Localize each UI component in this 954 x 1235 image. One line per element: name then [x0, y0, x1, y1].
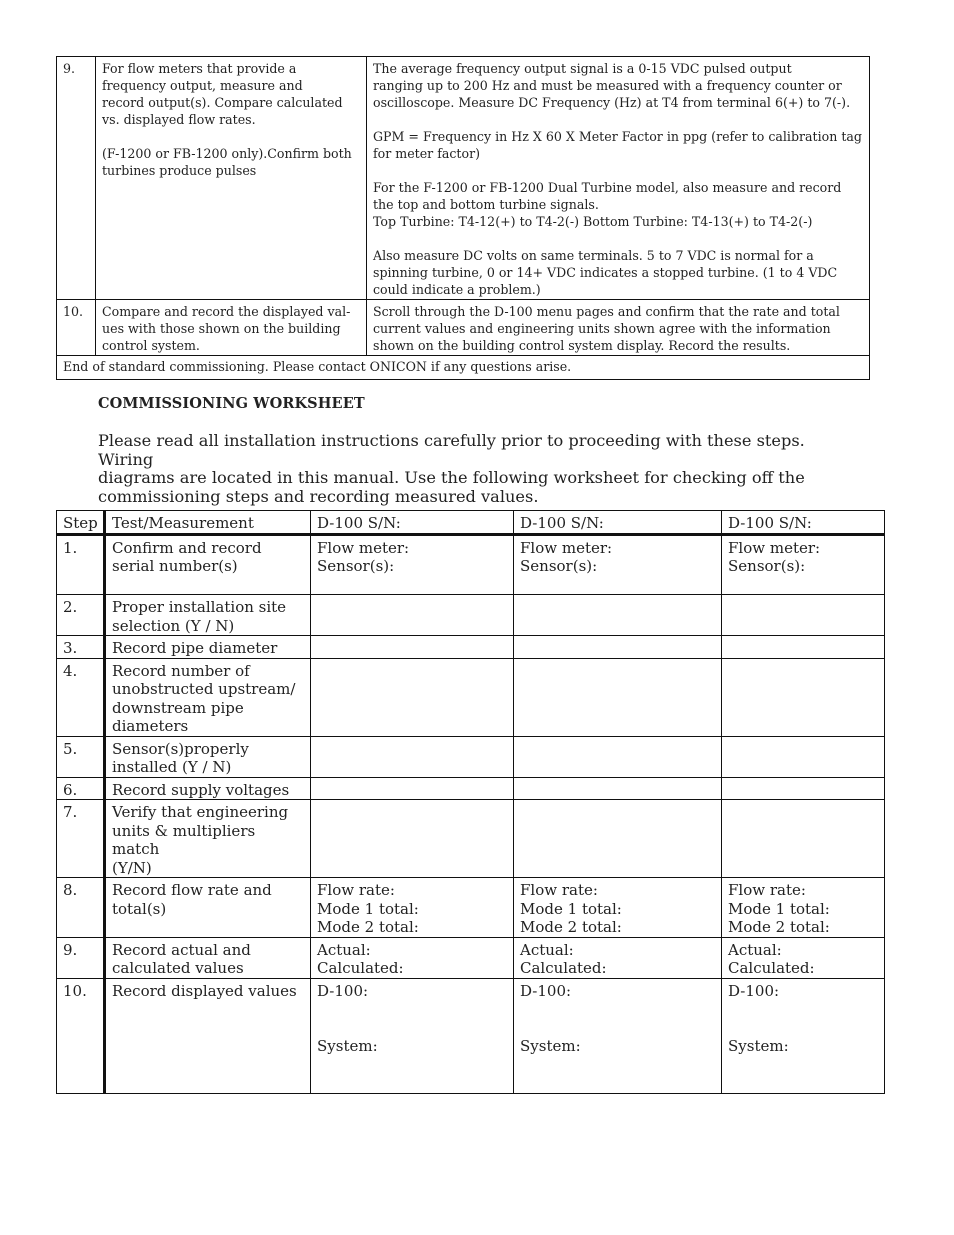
worksheet-entry-space: [317, 781, 507, 800]
worksheet-entry-space: [728, 1074, 878, 1093]
worksheet-entry-space: [520, 1056, 715, 1075]
worksheet-row: [57, 658, 885, 736]
worksheet-entry-space: [728, 662, 878, 681]
worksheet-entry-cell[interactable]: [514, 658, 722, 736]
worksheet-step-number: 7.: [57, 800, 105, 878]
worksheet-entry-label: [728, 1019, 878, 1038]
worksheet-entry-cell[interactable]: [514, 534, 722, 595]
procedure-test-line: [102, 128, 360, 145]
worksheet-entry-label: D-100:: [317, 981, 369, 1000]
worksheet-entry-label: Mode 1 total:: [317, 899, 419, 918]
worksheet-header-row: [57, 511, 885, 535]
procedure-row: [57, 300, 870, 356]
procedure-detail-line: spinning turbine, 0 or 14+ VDC indicates a stopped turbine. (1 to 4 VDC: [373, 265, 838, 280]
worksheet-entry-space: [520, 781, 715, 800]
worksheet-test-cell: [105, 800, 311, 878]
worksheet-entry-label: Actual:: [520, 940, 574, 959]
worksheet-entry-cell[interactable]: [722, 800, 885, 878]
worksheet-entry-space: [317, 1074, 507, 1093]
worksheet-entry-space: [728, 758, 878, 777]
worksheet-test-cell: [105, 777, 311, 800]
worksheet-test-line: Verify that engineering: [112, 803, 289, 821]
worksheet-entry-label: Calculated:: [520, 959, 607, 977]
worksheet-entry-space: [728, 840, 878, 859]
worksheet-entry-label: Actual:: [728, 940, 782, 959]
worksheet-entry-cell[interactable]: [311, 736, 514, 777]
worksheet-entry-label: Flow meter:: [520, 538, 613, 557]
worksheet-entry-cell[interactable]: [722, 937, 885, 978]
header-d100-sn-2: D-100 S/N:: [514, 511, 722, 535]
procedure-test-line: control system.: [102, 338, 200, 353]
worksheet-entry-space: [317, 576, 507, 595]
worksheet-test-line: diameters: [112, 717, 189, 735]
worksheet-entry-space: [317, 840, 507, 859]
worksheet-entry-space: [728, 822, 878, 841]
worksheet-entry-space: [728, 680, 878, 699]
worksheet-entry-space: [317, 639, 507, 658]
worksheet-step-number: 3.: [57, 636, 105, 659]
worksheet-entry-space: [317, 717, 507, 736]
worksheet-entry-label: Sensor(s):: [728, 557, 806, 575]
worksheet-entry-space: [728, 717, 878, 736]
worksheet-entry-space: [317, 758, 507, 777]
worksheet-entry-cell[interactable]: [514, 595, 722, 636]
worksheet-entry-label: Mode 2 total:: [520, 918, 622, 936]
worksheet-entry-label: Sensor(s):: [317, 557, 395, 575]
worksheet-test-line: selection (Y / N): [112, 616, 235, 635]
worksheet-entry-label: [520, 1000, 715, 1019]
worksheet-entry-cell[interactable]: [722, 878, 885, 938]
worksheet-entry-cell[interactable]: [311, 937, 514, 978]
procedure-test-cell: [96, 57, 367, 300]
worksheet-entry-cell[interactable]: [722, 777, 885, 800]
worksheet-entry-space: [317, 822, 507, 841]
procedure-detail-line: For the F-1200 or FB-1200 Dual Turbine model, also measure and record: [373, 180, 842, 195]
worksheet-test-line: Record flow rate and: [112, 881, 272, 899]
worksheet-entry-space: [728, 699, 878, 718]
worksheet-step-number: 9.: [57, 937, 105, 978]
worksheet-entry-label: [728, 1000, 878, 1019]
header-step: Step: [57, 511, 105, 535]
worksheet-step-number: 6.: [57, 777, 105, 800]
worksheet-entry-space: [520, 740, 715, 759]
procedure-end-note: End of standard commissioning. Please contact ONICON if any questions arise.: [57, 356, 870, 380]
worksheet-entry-space: [317, 1056, 507, 1075]
worksheet-test-cell: [105, 978, 311, 1093]
header-d100-sn-1: D-100 S/N:: [311, 511, 514, 535]
worksheet-test-line: Record displayed values: [112, 981, 297, 1000]
procedure-end-row: [57, 356, 870, 380]
procedure-test-line: Compare and record the displayed val-: [102, 304, 351, 319]
worksheet-intro: [98, 432, 858, 506]
worksheet-intro-line: commissioning steps and recording measured values.: [98, 486, 539, 506]
worksheet-entry-cell[interactable]: [514, 937, 722, 978]
worksheet-entry-label: Flow meter:: [728, 538, 821, 557]
worksheet-entry-label: System:: [728, 1037, 789, 1055]
worksheet-entry-space: [520, 699, 715, 718]
worksheet-entry-space: [520, 576, 715, 595]
procedure-detail-line: [373, 230, 863, 247]
procedure-detail-line: the top and bottom turbine signals.: [373, 197, 599, 212]
worksheet-entry-label: Sensor(s):: [520, 557, 598, 575]
worksheet-entry-space: [317, 740, 507, 759]
worksheet-entry-label: [317, 1000, 507, 1019]
worksheet-entry-cell[interactable]: [514, 636, 722, 659]
worksheet-entry-label: [317, 1019, 507, 1038]
worksheet-entry-cell[interactable]: [311, 978, 514, 1093]
procedure-test-line: (F-1200 or FB-1200 only).Confirm both: [102, 146, 352, 161]
worksheet-test-line: installed (Y / N): [112, 758, 232, 776]
worksheet-test-cell: [105, 636, 311, 659]
worksheet-entry-cell[interactable]: [514, 878, 722, 938]
worksheet-entry-cell[interactable]: [311, 595, 514, 636]
worksheet-test-line: Record supply voltages: [112, 780, 290, 799]
procedure-table: [56, 56, 870, 380]
procedure-detail-line: Also measure DC volts on same terminals. 5 to 7 VDC is normal for a: [373, 248, 814, 263]
procedure-detail-line: The average frequency output signal is a 0-15 VDC pulsed output: [373, 61, 792, 76]
worksheet-entry-label: Flow rate:: [728, 881, 806, 899]
worksheet-entry-space: [728, 781, 878, 800]
procedure-test-line: vs. displayed flow rates.: [102, 112, 256, 127]
worksheet-entry-label: Calculated:: [728, 959, 815, 977]
worksheet-row: [57, 636, 885, 659]
procedure-test-line: record output(s). Compare calculated: [102, 95, 343, 110]
worksheet-step-number: 4.: [57, 658, 105, 736]
worksheet-test-cell: [105, 736, 311, 777]
worksheet-intro-line: Please read all installation instructions carefully prior to proceeding with these steps. Wiring: [98, 431, 805, 469]
procedure-test-line: For flow meters that provide a: [102, 61, 297, 76]
procedure-test-line: frequency output, measure and: [102, 78, 303, 93]
worksheet-test-line: Sensor(s)properly: [112, 739, 249, 758]
worksheet-row: [57, 800, 885, 878]
procedure-step-number: 9.: [57, 57, 96, 300]
worksheet-entry-cell[interactable]: [722, 595, 885, 636]
worksheet-entry-label: Flow rate:: [317, 881, 395, 899]
worksheet-test-cell: [105, 937, 311, 978]
worksheet-row: [57, 878, 885, 938]
worksheet-entry-space: [317, 680, 507, 699]
worksheet-entry-cell[interactable]: [722, 534, 885, 595]
procedure-detail-line: current values and engineering units shown agree with the information: [373, 321, 831, 336]
worksheet-entry-cell[interactable]: [514, 800, 722, 878]
worksheet-entry-label: [520, 1019, 715, 1038]
header-test-measurement: Test/Measurement: [105, 511, 311, 535]
worksheet-entry-cell[interactable]: [311, 777, 514, 800]
procedure-detail-line: [373, 111, 863, 128]
worksheet-entry-space: [520, 822, 715, 841]
worksheet-entry-label: Flow meter:: [317, 538, 410, 557]
worksheet-entry-label: Mode 2 total:: [728, 918, 830, 936]
procedure-detail-line: shown on the building control system display. Record the results.: [373, 338, 791, 353]
commissioning-worksheet-table: [56, 510, 885, 1094]
procedure-detail-line: Scroll through the D-100 menu pages and confirm that the rate and total: [373, 304, 840, 319]
worksheet-entry-space: [728, 740, 878, 759]
worksheet-entry-space: [728, 1056, 878, 1075]
worksheet-title: COMMISSIONING WORKSHEET: [98, 395, 365, 412]
procedure-test-line: turbines produce pulses: [102, 163, 257, 178]
procedure-test-cell: [96, 300, 367, 356]
worksheet-test-line: Record pipe diameter: [112, 639, 278, 657]
worksheet-test-line: Record actual and: [112, 940, 251, 959]
worksheet-entry-space: [520, 617, 715, 636]
worksheet-entry-space: [317, 803, 507, 822]
procedure-step-number: 10.: [57, 300, 96, 356]
worksheet-intro-line: diagrams are located in this manual. Use the following worksheet for checking off the: [98, 468, 805, 487]
worksheet-entry-space: [520, 717, 715, 736]
worksheet-entry-label: Mode 2 total:: [317, 918, 419, 936]
worksheet-step-number: 5.: [57, 736, 105, 777]
worksheet-entry-space: [520, 662, 715, 681]
worksheet-entry-label: Calculated:: [317, 959, 404, 977]
worksheet-entry-space: [317, 617, 507, 636]
worksheet-entry-space: [520, 598, 715, 617]
worksheet-entry-label: System:: [317, 1037, 378, 1055]
procedure-detail-line: ranging up to 200 Hz and must be measured with a frequency counter or: [373, 78, 842, 93]
worksheet-test-line: Proper installation site: [112, 598, 287, 616]
worksheet-entry-cell[interactable]: [514, 736, 722, 777]
worksheet-entry-label: Actual:: [317, 940, 371, 959]
worksheet-test-line: total(s): [112, 899, 167, 918]
worksheet-entry-space: [728, 617, 878, 636]
worksheet-entry-label: D-100:: [728, 981, 780, 1000]
worksheet-step-number: 8.: [57, 878, 105, 938]
worksheet-entry-space: [520, 639, 715, 658]
worksheet-test-line: calculated values: [112, 959, 244, 977]
worksheet-row: [57, 534, 885, 595]
worksheet-step-number: 1.: [57, 534, 105, 595]
worksheet-entry-space: [728, 639, 878, 658]
worksheet-entry-space: [728, 598, 878, 617]
worksheet-test-line: Record number of: [112, 661, 250, 680]
worksheet-entry-cell[interactable]: [722, 978, 885, 1093]
worksheet-test-cell: [105, 878, 311, 938]
header-d100-sn-3: D-100 S/N:: [722, 511, 885, 535]
procedure-detail-line: [373, 162, 863, 179]
worksheet-entry-space: [317, 699, 507, 718]
worksheet-test-line: downstream pipe: [112, 698, 244, 717]
worksheet-test-line: serial number(s): [112, 557, 238, 575]
procedure-detail-line: oscilloscope. Measure DC Frequency (Hz) at T4 from terminal 6(+) to 7(-).: [373, 95, 851, 110]
worksheet-entry-cell[interactable]: [514, 777, 722, 800]
worksheet-entry-space: [520, 680, 715, 699]
worksheet-step-number: 10.: [57, 978, 105, 1093]
worksheet-entry-cell[interactable]: [311, 534, 514, 595]
procedure-detail-line: GPM = Frequency in Hz X 60 X Meter Factor in ppg (refer to calibration tag: [373, 129, 862, 144]
worksheet-row: [57, 595, 885, 636]
worksheet-entry-cell[interactable]: [311, 800, 514, 878]
worksheet-entry-cell[interactable]: [311, 636, 514, 659]
worksheet-test-line: (Y/N): [112, 858, 152, 877]
worksheet-entry-space: [520, 1074, 715, 1093]
worksheet-entry-cell[interactable]: [514, 978, 722, 1093]
worksheet-entry-space: [520, 758, 715, 777]
procedure-detail-cell: [367, 57, 870, 300]
worksheet-entry-space: [728, 576, 878, 595]
worksheet-entry-space: [317, 662, 507, 681]
worksheet-entry-cell[interactable]: [722, 736, 885, 777]
procedure-row: [57, 57, 870, 300]
worksheet-entry-label: Mode 1 total:: [520, 899, 622, 918]
procedure-detail-cell: [367, 300, 870, 356]
worksheet-test-cell: [105, 534, 311, 595]
worksheet-row: [57, 736, 885, 777]
worksheet-row: [57, 777, 885, 800]
worksheet-test-cell: [105, 595, 311, 636]
worksheet-entry-cell[interactable]: [722, 636, 885, 659]
worksheet-entry-space: [728, 803, 878, 822]
worksheet-entry-space: [520, 803, 715, 822]
worksheet-entry-cell[interactable]: [311, 878, 514, 938]
worksheet-step-number: 2.: [57, 595, 105, 636]
worksheet-entry-cell[interactable]: [722, 658, 885, 736]
worksheet-entry-label: System:: [520, 1037, 581, 1055]
worksheet-test-line: unobstructed upstream/: [112, 680, 296, 698]
procedure-detail-line: for meter factor): [373, 146, 480, 161]
worksheet-row: [57, 937, 885, 978]
procedure-detail-line: could indicate a problem.): [373, 282, 541, 297]
procedure-test-line: ues with those shown on the building: [102, 321, 341, 336]
worksheet-entry-label: Mode 1 total:: [728, 899, 830, 918]
worksheet-entry-space: [317, 598, 507, 617]
worksheet-entry-cell[interactable]: [311, 658, 514, 736]
worksheet-entry-label: Flow rate:: [520, 881, 598, 899]
procedure-detail-line: Top Turbine: T4-12(+) to T4-2(-) Bottom Turbine: T4-13(+) to T4-2(-): [373, 214, 813, 229]
worksheet-row: [57, 978, 885, 1093]
worksheet-test-line: Confirm and record: [112, 538, 262, 557]
worksheet-entry-space: [520, 840, 715, 859]
worksheet-entry-label: D-100:: [520, 981, 572, 1000]
worksheet-test-cell: [105, 658, 311, 736]
worksheet-test-line: units & multipliers match: [112, 821, 256, 858]
